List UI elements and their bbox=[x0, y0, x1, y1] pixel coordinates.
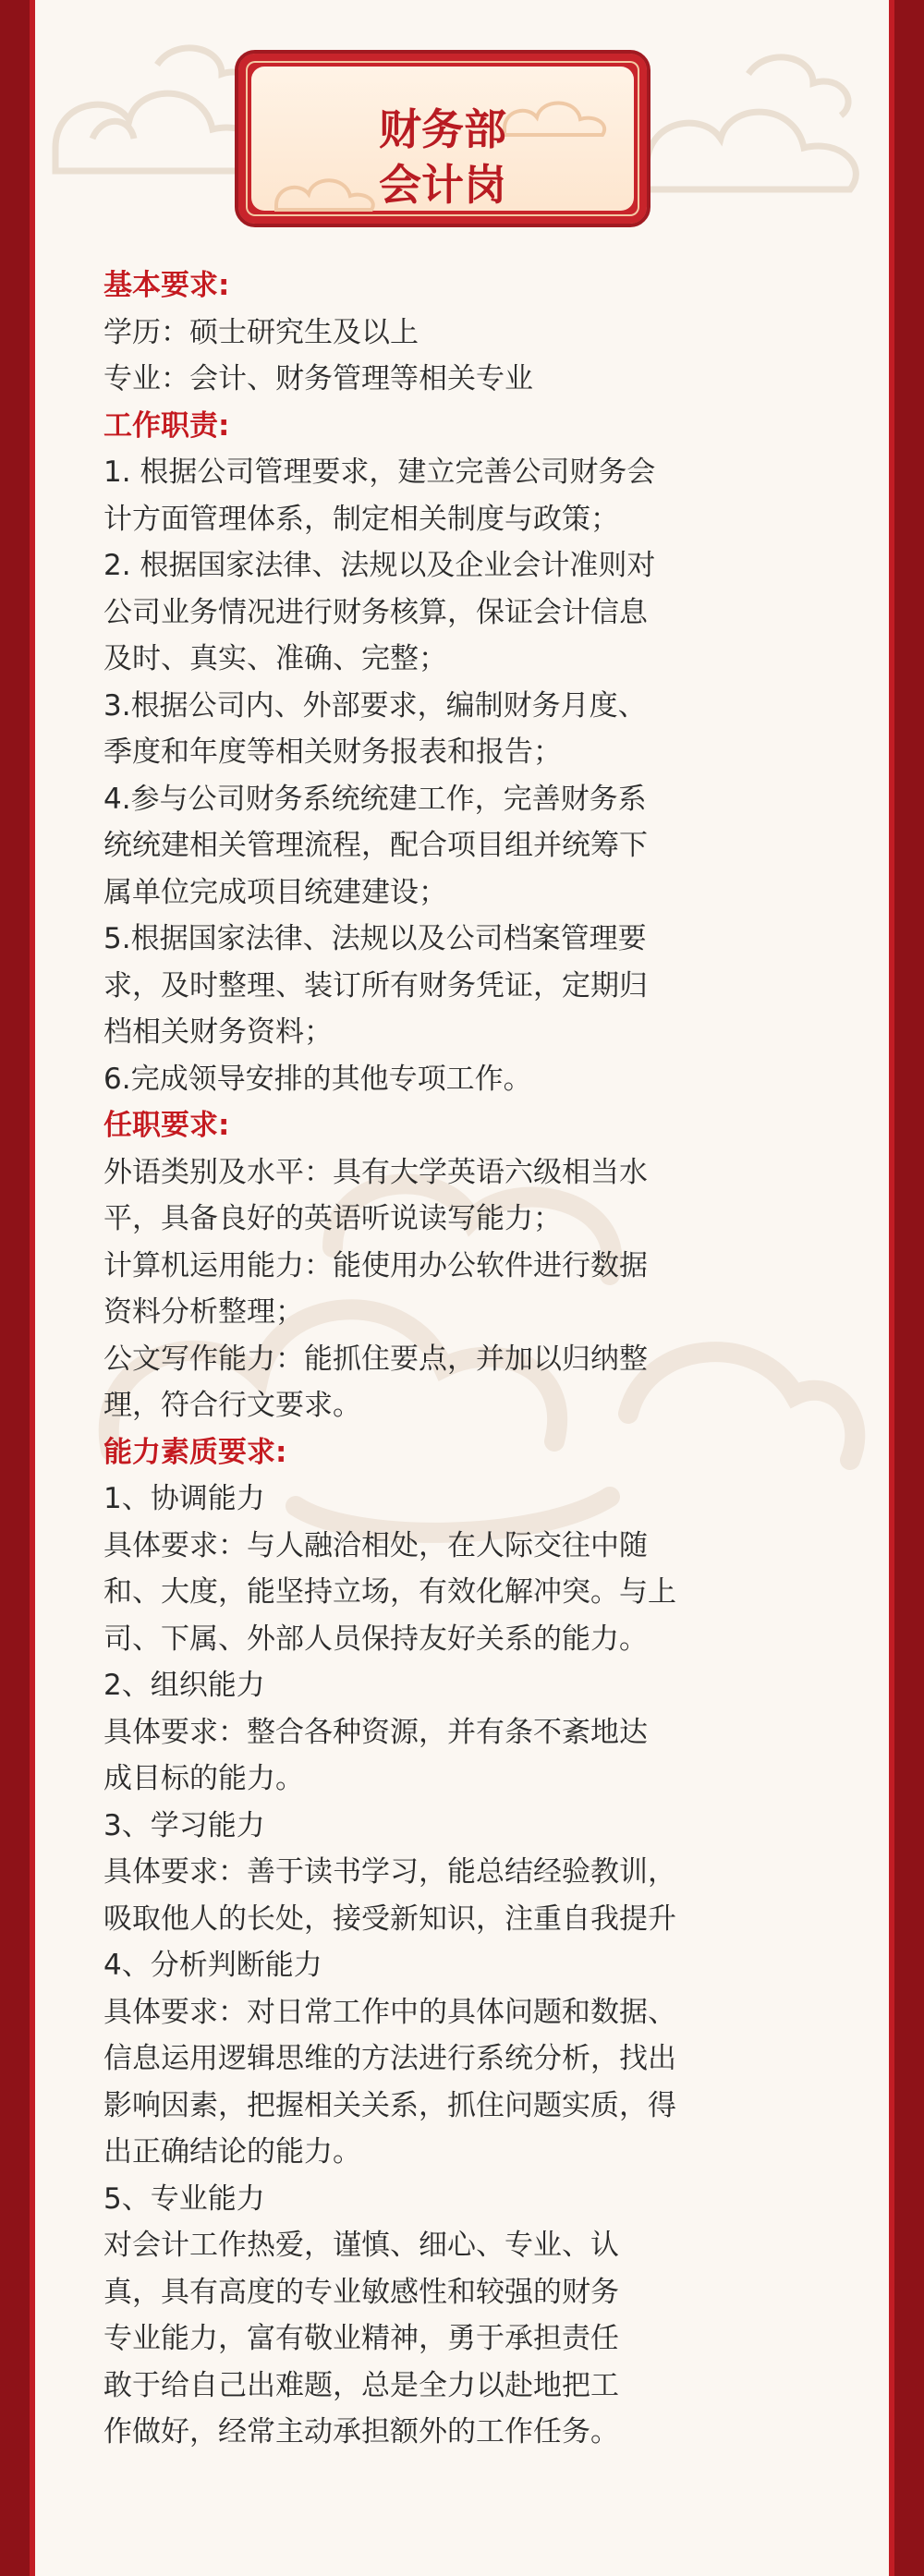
text-line: 属单位完成项目统建建设； bbox=[103, 875, 447, 909]
text-line: 档相关财务资料； bbox=[103, 1015, 333, 1049]
text-line: 学历：硕士研究生及以上 bbox=[103, 315, 419, 349]
text-line: 外语类别及水平：具有大学英语六级相当水 bbox=[103, 1155, 648, 1189]
text-line: 理，符合行文要求。 bbox=[103, 1389, 361, 1422]
section-heading: 能力素质要求: bbox=[103, 1435, 287, 1469]
text-line: 统统建相关管理流程，配合项目组并统筹下 bbox=[103, 829, 648, 862]
text-line: 作做好，经常主动承担额外的工作任务。 bbox=[103, 2415, 619, 2448]
text-line: 公司业务情况进行财务核算，保证会计信息 bbox=[103, 595, 648, 629]
text-line: 具体要求：与人融洽相处，在人际交往中随 bbox=[103, 1528, 648, 1562]
text-line: 资料分析整理； bbox=[103, 1295, 304, 1329]
text-line: 计方面管理体系，制定相关制度与政策； bbox=[103, 502, 619, 536]
text-line: 及时、真实、准确、完整； bbox=[103, 642, 447, 675]
text-line: 真，具有高度的专业敏感性和较强的财务 bbox=[103, 2275, 619, 2309]
text-line: 计算机运用能力：能使用办公软件进行数据 bbox=[103, 1248, 648, 1282]
text-line: 求，及时整理、装订所有财务凭证，定期归 bbox=[103, 968, 648, 1002]
title-position: 会计岗 bbox=[379, 160, 506, 210]
text-line: 吸取他人的长处，接受新知识，注重自我提升 bbox=[103, 1902, 676, 1936]
section-heading: 任职要求: bbox=[103, 1109, 230, 1142]
text-line: 出正确结论的能力。 bbox=[103, 2135, 361, 2169]
page-title bbox=[251, 102, 634, 213]
text-line: 信息运用逻辑思维的方法进行系统分析，找出 bbox=[103, 2042, 676, 2075]
text-line: 专业能力，富有敬业精神，勇于承担责任 bbox=[103, 2322, 619, 2355]
text-line: 3、学习能力 bbox=[103, 1808, 265, 1842]
section-heading: 基本要求: bbox=[103, 269, 230, 302]
section-heading: 工作职责: bbox=[103, 408, 230, 443]
text-line: 平，具备良好的英语听说读写能力； bbox=[103, 1202, 562, 1235]
text-line: 5.根据国家法律、法规以及公司档案管理要 bbox=[103, 922, 647, 955]
right-border-decoration bbox=[889, 0, 924, 2576]
text-line: 司、下属、外部人员保持友好关系的能力。 bbox=[103, 1622, 648, 1656]
text-line: 专业：会计、财务管理等相关专业 bbox=[103, 362, 533, 395]
text-line: 对会计工作热爱，谨慎、细心、专业、认 bbox=[103, 2229, 619, 2262]
text-line: 2、组织能力 bbox=[103, 1669, 265, 1702]
text-line: 1. 根据公司管理要求，建立完善公司财务会 bbox=[103, 456, 656, 489]
text-line: 具体要求：整合各种资源，并有条不紊地达 bbox=[103, 1715, 648, 1749]
text-line: 具体要求：善于读书学习，能总结经验教训， bbox=[103, 1855, 676, 1889]
left-border-decoration bbox=[0, 0, 35, 2576]
text-line: 和、大度，能坚持立场，有效化解冲突。与上 bbox=[103, 1575, 676, 1609]
text-line: 季度和年度等相关财务报表和报告； bbox=[103, 735, 562, 769]
text-line: 公文写作能力：能抓住要点，并加以归纳整 bbox=[103, 1342, 648, 1376]
top-right-cloud-decoration bbox=[610, 9, 887, 222]
title-plaque bbox=[235, 50, 650, 227]
job-description-text bbox=[103, 262, 843, 2456]
text-line: 6.完成领导安排的其他专项工作。 bbox=[103, 1062, 532, 1096]
text-line: 5、专业能力 bbox=[103, 2181, 265, 2216]
text-line: 4、分析判断能力 bbox=[103, 1949, 322, 1982]
text-line: 敢于给自己出难题，总是全力以赴地把工 bbox=[103, 2368, 619, 2402]
text-line: 2. 根据国家法律、法规以及企业会计准则对 bbox=[103, 549, 656, 582]
text-line: 具体要求：对日常工作中的具体问题和数据、 bbox=[103, 1995, 676, 2029]
title-plaque-inner bbox=[251, 67, 634, 211]
text-line: 4.参与公司财务系统统建工作，完善财务系 bbox=[103, 782, 647, 816]
text-line: 影响因素，把握相关关系，抓住问题实质，得 bbox=[103, 2088, 676, 2122]
text-line: 3.根据公司内、外部要求，编制财务月度、 bbox=[103, 688, 647, 723]
text-line: 成目标的能力。 bbox=[103, 1762, 304, 1795]
title-department: 财务部 bbox=[379, 104, 506, 154]
text-line: 1、协调能力 bbox=[103, 1482, 265, 1515]
